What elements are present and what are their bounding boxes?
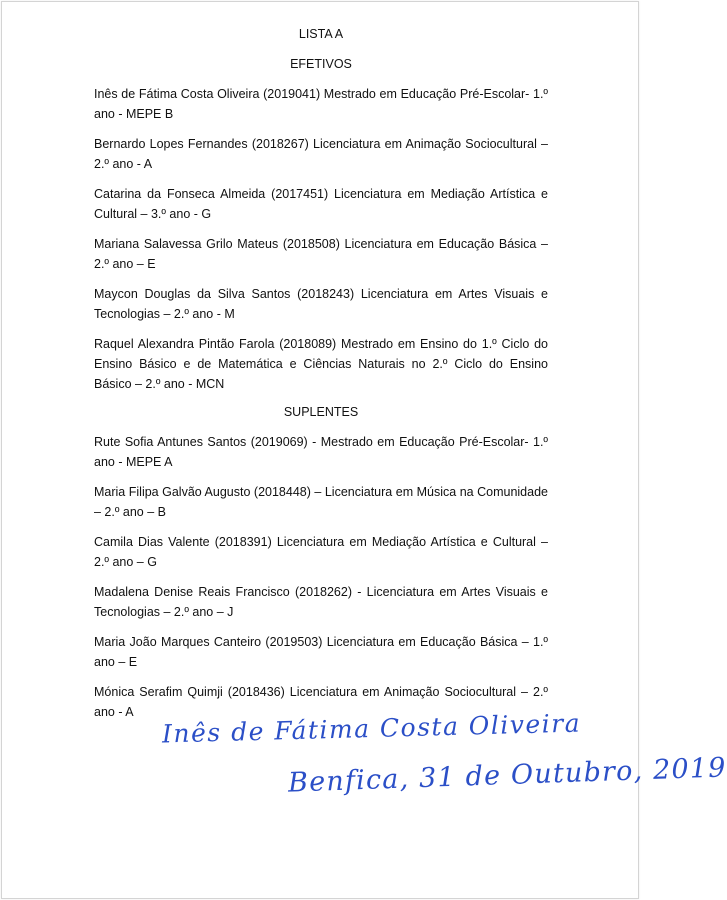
list-item: Maria João Marques Canteiro (2019503) Licenciatura em Educação Básica – 1.º ano – E bbox=[94, 635, 548, 669]
list-item: Raquel Alexandra Pintão Farola (2018089) Mestrado em Ensino do 1.º Ciclo do Ensino Básico e de Matemática e Ciências Naturais no 2.º Ciclo do Ensino Básico – 2.º ano - MCN bbox=[94, 337, 548, 391]
list-item: Mariana Salavessa Grilo Mateus (2018508) Licenciatura em Educação Básica – 2.º ano – E bbox=[94, 237, 548, 271]
efetivos-list bbox=[94, 84, 548, 394]
list-item: Inês de Fátima Costa Oliveira (2019041) Mestrado em Educação Pré-Escolar- 1.º ano - MEPE B bbox=[94, 87, 548, 121]
list-title: LISTA A bbox=[298, 27, 344, 41]
list-item: Maria Filipa Galvão Augusto (2018448) – Licenciatura em Música na Comunidade – 2.º ano – B bbox=[94, 485, 548, 519]
document-body bbox=[94, 26, 548, 732]
section-heading-efetivos: EFETIVOS bbox=[290, 57, 352, 71]
list-item: Maycon Douglas da Silva Santos (2018243) Licenciatura em Artes Visuais e Tecnologias – 2.º ano - M bbox=[94, 287, 548, 321]
list-item: Camila Dias Valente (2018391) Licenciatura em Mediação Artística e Cultural – 2.º ano – G bbox=[94, 535, 548, 569]
list-item: Madalena Denise Reais Francisco (2018262) - Licenciatura em Artes Visuais e Tecnologias – 2.º ano – J bbox=[94, 585, 548, 619]
list-item: Catarina da Fonseca Almeida (2017451) Licenciatura em Mediação Artística e Cultural – 3.º ano - G bbox=[94, 187, 548, 221]
list-item: Rute Sofia Antunes Santos (2019069) - Mestrado em Educação Pré-Escolar- 1.º ano - MEPE A bbox=[94, 435, 548, 469]
section-heading-suplentes: SUPLENTES bbox=[283, 405, 359, 419]
handwritten-place-date: Benfica, 31 de Outubro, 2019 bbox=[287, 752, 727, 799]
list-item: Mónica Serafim Quimji (2018436) Licenciatura em Animação Sociocultural – 2.º ano - A bbox=[94, 685, 548, 719]
handwritten-signature-name: Inês de Fátima Costa Oliveira bbox=[161, 708, 582, 749]
suplentes-list bbox=[94, 432, 548, 722]
list-item: Bernardo Lopes Fernandes (2018267) Licenciatura em Animação Sociocultural – 2.º ano - A bbox=[94, 137, 548, 171]
